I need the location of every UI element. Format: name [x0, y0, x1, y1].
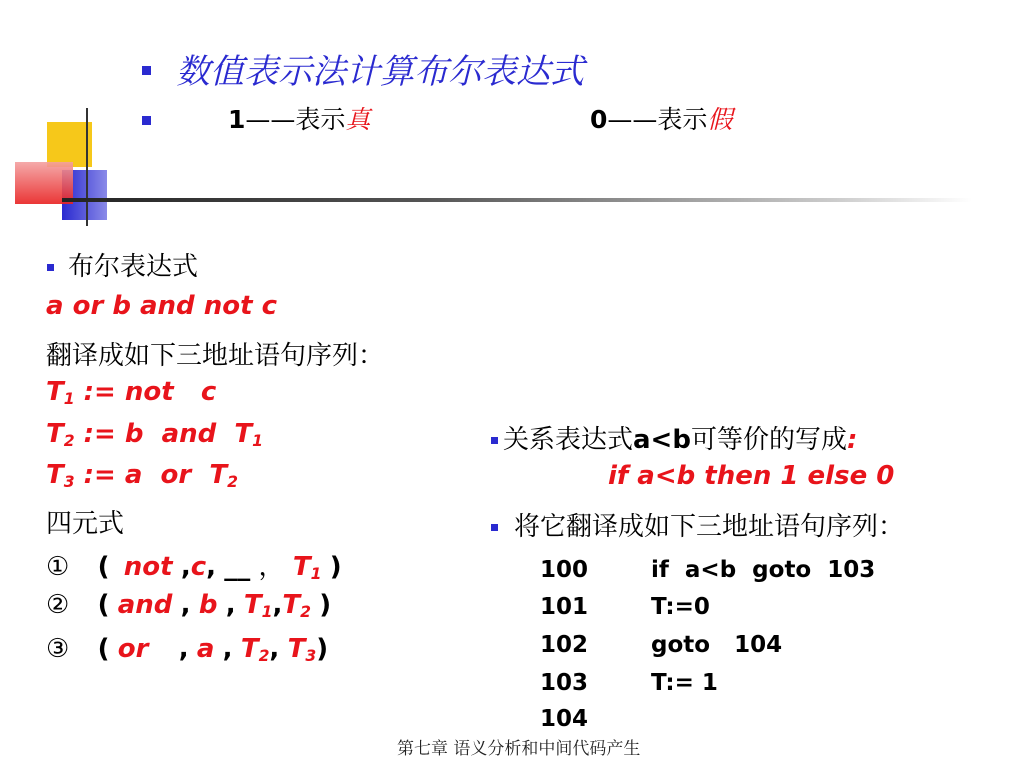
tac-target: T [46, 419, 64, 449]
code-stmt-101: T:=0 [651, 594, 710, 620]
tac-line-1 [46, 377, 216, 408]
quad-result: $T_2$ [282, 590, 311, 621]
decor-logo [0, 100, 150, 230]
dash: —— [245, 105, 296, 134]
translate-label-left: 翻译成如下三地址语句序列： [46, 341, 385, 371]
rel-label-post: 可等价的写成 [690, 425, 847, 455]
quad-arg2: $T_1$ [243, 590, 273, 621]
quad-row-2: ② ( and , b , $T_1,T_2$ ) [46, 590, 332, 621]
rel-label-pre: 关系表达式 [503, 425, 634, 455]
translate-bullet [491, 524, 498, 531]
footer-chapter: 第七章 语义分析和中间代码产生 [397, 739, 641, 759]
tac-line-3 [46, 460, 238, 491]
quad-arg1: b [198, 590, 218, 620]
code-addr-104: 104 [540, 706, 589, 732]
tac-target-sub: 3 [63, 473, 75, 491]
title-bullet [142, 66, 151, 75]
quad-number: ① [46, 552, 70, 582]
code-addr-100: 100 [540, 557, 589, 583]
shows-text: 表示 [295, 105, 346, 134]
quad-arg2: $T_2$ [240, 634, 270, 665]
quad-result: $T_1$ [292, 552, 322, 583]
quad-number: ② [46, 590, 70, 620]
true-word: 真 [345, 105, 371, 134]
shows-text: 表示 [657, 105, 708, 134]
tac-rhs-sub: 2 [227, 473, 238, 491]
rel-colon: : [846, 425, 858, 455]
bool-expression: a or b and not c [46, 291, 277, 321]
tac-target: T [46, 460, 64, 490]
rel-expr: a<b [633, 425, 691, 455]
dash: —— [607, 105, 658, 134]
tac-line-2 [46, 419, 263, 450]
decor-vertical-line [86, 108, 88, 226]
rel-label [503, 419, 857, 456]
quad-arg1: a [196, 634, 215, 664]
bool-bullet [47, 264, 54, 271]
quad-arg2: __ [224, 552, 251, 582]
quad-label: 四元式 [46, 509, 125, 539]
page-title: 数值表示法计算布尔表达式 [176, 52, 584, 92]
quad-number: ③ [46, 634, 70, 664]
tac-rhs: := b and T [74, 419, 253, 449]
false-definition [590, 100, 732, 136]
quad-row-1: ① ( not ,c, __ ， $T_1$ ) [46, 552, 342, 583]
one-digit: 1 [228, 105, 246, 134]
quad-result: $T_3$ [287, 634, 317, 665]
true-definition [228, 100, 370, 136]
bool-label: 布尔表达式 [68, 252, 199, 282]
code-stmt-100: if a<b goto 103 [651, 557, 876, 583]
tac-target-sub: 1 [63, 390, 75, 408]
zero-digit: 0 [590, 105, 608, 134]
false-word: 假 [707, 105, 733, 134]
if-line: if a<b then 1 else 0 [608, 461, 895, 491]
tac-rhs: := a or T [74, 460, 228, 490]
quad-op: or [117, 634, 149, 664]
quad-op: and [117, 590, 173, 620]
quad-arg1: c [190, 552, 207, 582]
rel-bullet [491, 437, 498, 444]
code-addr-101: 101 [540, 594, 589, 620]
code-addr-103: 103 [540, 670, 589, 696]
tac-rhs: := not c [74, 377, 217, 407]
title-divider [62, 198, 972, 202]
translate-label-right: 将它翻译成如下三地址语句序列： [514, 512, 905, 542]
line2-bullet [142, 116, 151, 125]
code-addr-102: 102 [540, 632, 589, 658]
quad-row-3: ③ ( or , a , $T_2$, $T_3$) [46, 634, 329, 665]
tac-target: T [46, 377, 64, 407]
code-stmt-103: T:= 1 [651, 670, 718, 696]
tac-target-sub: 2 [63, 432, 75, 450]
tac-rhs-sub: 1 [252, 432, 263, 450]
quad-op: not [123, 552, 173, 582]
code-stmt-102: goto 104 [651, 632, 783, 658]
